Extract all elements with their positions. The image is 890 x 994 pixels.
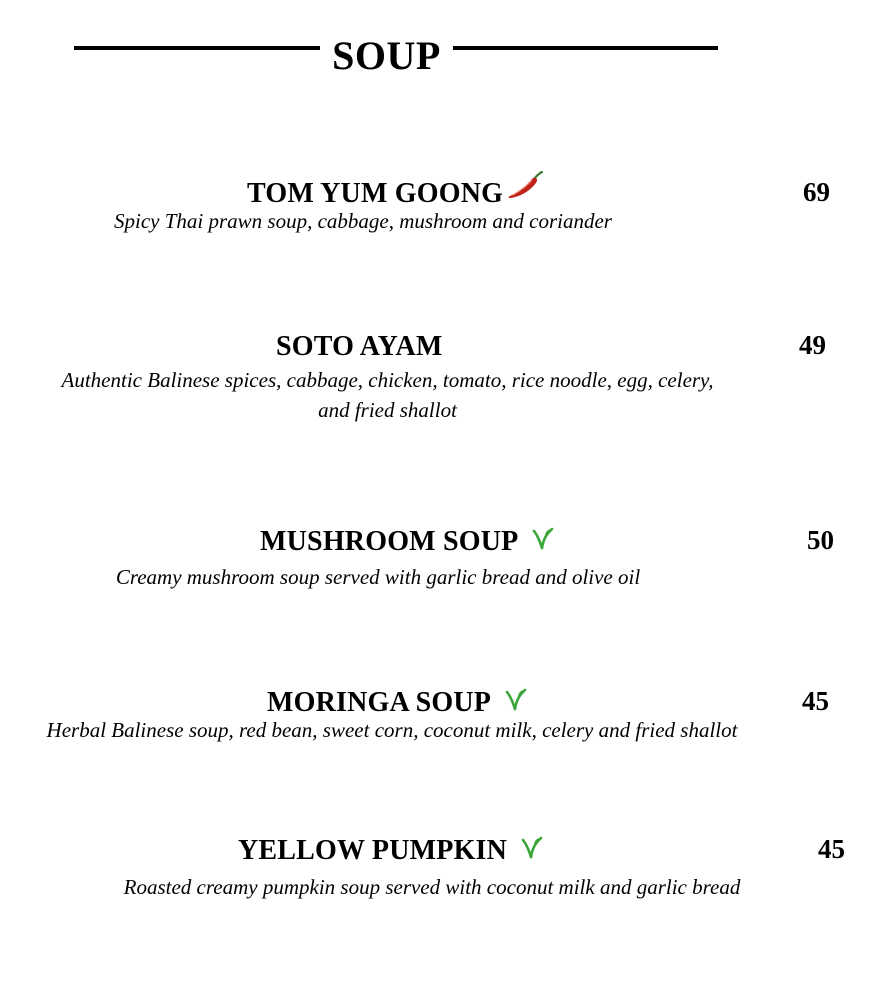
section-title: SOUP [332,33,441,78]
menu-item-name-text: MUSHROOM SOUP [260,525,519,557]
menu-item-price: 50 [807,525,834,555]
menu-item-name [267,685,527,719]
heading-rule-left [74,46,320,50]
heading-rule-right [453,46,718,50]
menu-item-name-text: MORINGA SOUP [267,686,492,718]
vegetarian-sprout-icon [521,835,543,867]
vegetarian-sprout-icon [505,687,527,719]
menu-item-description: Roasted creamy pumpkin soup served with coconut milk and garlic bread [123,875,741,899]
menu-item-price: 49 [799,330,826,360]
menu-item-description: Spicy Thai prawn soup, cabbage, mushroom and coriander [114,209,612,233]
vegetarian-sprout-icon [532,526,554,558]
menu-item-price: 45 [802,686,829,716]
menu-item-name [260,524,554,558]
menu-item-description: Herbal Balinese soup, red bean, sweet corn, coconut milk, celery and fried shallot [46,718,738,742]
menu-item-name [247,176,543,210]
menu-item-name-text: SOTO AYAM [276,330,443,362]
menu-item-price: 69 [803,177,830,207]
menu-item-name [276,329,443,363]
menu-item-price: 45 [818,834,845,864]
menu-item-description: Creamy mushroom soup served with garlic bread and olive oil [115,565,641,589]
menu-item-name [238,833,543,867]
menu-item-name-text: YELLOW PUMPKIN [238,834,508,866]
chili-icon [507,171,543,209]
menu-item-description: Authentic Balinese spices, cabbage, chicken, tomato, rice noodle, egg, celery, and fried shallot [61,368,714,422]
menu-item-name-text: TOM YUM GOONG [247,177,504,209]
